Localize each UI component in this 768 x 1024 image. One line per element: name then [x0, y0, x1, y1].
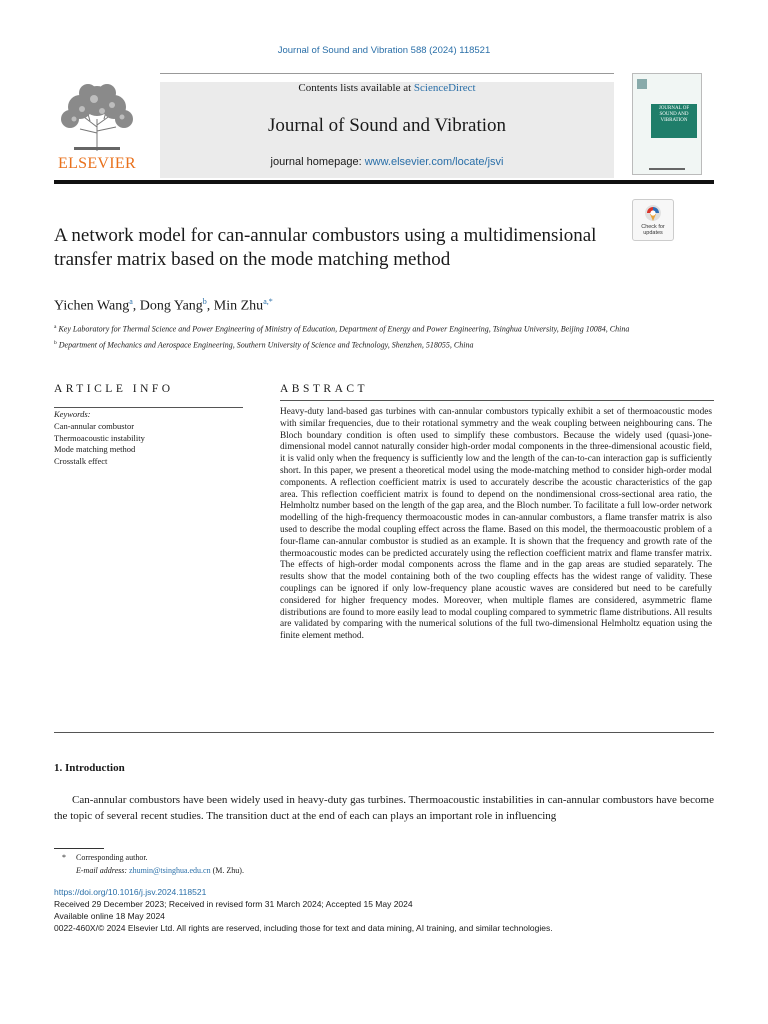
author-name[interactable]: Yichen Wang: [54, 298, 130, 314]
email-suffix: (M. Zhu).: [210, 865, 244, 875]
elsevier-wordmark: ELSEVIER: [58, 155, 136, 172]
keywords-label: Keywords:: [54, 409, 91, 419]
abstract-bottom-rule: [54, 732, 714, 733]
affiliation-text: Department of Mechanics and Aerospace Engineering, Southern University of Science and Technology, Shenzhen, 518055, China: [58, 340, 474, 350]
article-info-rule: [54, 407, 243, 408]
introduction-heading: 1. Introduction: [54, 762, 125, 774]
journal-homepage-link[interactable]: www.elsevier.com/locate/jsvi: [364, 156, 504, 168]
contents-prefix: Contents lists available at: [298, 82, 414, 94]
author-affiliation-mark[interactable]: a: [129, 297, 133, 306]
corresponding-author-text: Corresponding author.: [76, 853, 148, 862]
journal-citation-link[interactable]: Journal of Sound and Vibration 588 (2024) 118521: [277, 45, 491, 56]
homepage-prefix: journal homepage:: [270, 156, 365, 168]
footnote: [62, 852, 244, 877]
affiliations: [54, 321, 634, 352]
abstract-rule: [280, 400, 714, 401]
header-thick-rule: [54, 180, 714, 184]
keyword-item: Thermoacoustic instability: [54, 432, 145, 443]
footnote-rule: [54, 848, 104, 849]
abstract-text: Heavy-duty land-based gas turbines with can-annular combustors typically exhibit a set of thermoacoustic modes with similar frequencies, due to their rotational symmetry and the weak coupling between neighbouring cans. The Bloch boundary condition is often used to simplify these combustors. Because the widely used (quasi-)one-dimensional model cannot naturally consider high-order modal components in the three-dimensional acoustic field, it is valid only when the frequency is sufficiently low and the length of the can-to-can interaction gap is sufficiently short. In this paper, we present a theoretical model using the mode-matching method to consider high-order modal components. A reflection coefficient matrix is used to accurately describe the acoustic characteristics of the gap area. This reflection coefficient matrix is found to depend on the nondimensional cross-sectional area ratio, the Helmholtz number based on the length of the gap area, and the Bloch number. To facilitate a full low-order network modelling of the high-frequency thermoacoustic modes in can-annular combustors, a flame transfer matrix is also used to describe the modal coupling effect across the flame. Based on this model, the thermoacoustic problem of a four-flame can-annular combustor is studied as an example. It is shown that the frequency and growth rate of the thermoacoustic modes can be predicted accurately using the reflection coefficient matrix and flame transfer matrix. The effects of high-order modal components across the flame and in the gap areas are studied separately. The results show that the model containing both of the two coupling effects has the widest range of validity. These couplings can be ignored if only low-frequency plane acoustic waves are considered but need to be carefully considered for higher frequency modes. Moreover, when multiple flames are considered, asymmetric flame distributions are found to more easily lead to modal coupling compared to symmetric flame distributions. All results are validated by comparing with the numerical solutions of the full two-dimensional Helmholtz equation using the finite element method.: [280, 407, 712, 642]
publication-info: [54, 886, 553, 934]
contents-line: [160, 82, 614, 94]
check-for-updates-button[interactable]: [632, 199, 674, 241]
cover-publisher-logo: [637, 79, 647, 89]
received-dates: Received 29 December 2023; Received in revised form 31 March 2024; Accepted 15 May 2024: [54, 899, 413, 909]
affiliation-mark: b: [54, 339, 57, 346]
homepage-line: [160, 156, 614, 168]
affiliation-b: [54, 337, 634, 352]
journal-title: Journal of Sound and Vibration: [267, 115, 507, 136]
check-updates-label: Check for updates: [641, 224, 665, 236]
author-affiliation-mark[interactable]: b: [202, 297, 207, 306]
keyword-item: Crosstalk effect: [54, 456, 108, 467]
author-affiliation-mark[interactable]: a,*: [263, 297, 273, 306]
header-top-rule: [160, 73, 614, 74]
introduction-paragraph: Can-annular combustors have been widely used in heavy-duty gas turbines. Thermoacoustic instabilities in can-annular combustors have become the topic of several recent studies. The transition duct at the end of each can plays an important role in influencing: [54, 794, 714, 822]
author-list: [54, 297, 614, 315]
keyword-item: Mode matching method: [54, 444, 136, 455]
cover-footer-bar: [649, 168, 685, 170]
copyright-notice: 0022-460X/© 2024 Elsevier Ltd. All rights are reserved, including those for text and data mining, AI training, and similar technologies.: [54, 923, 553, 933]
article-info-heading: ARTICLE INFO: [54, 383, 174, 395]
email-link[interactable]: zhumin@tsinghua.edu.cn: [129, 865, 211, 875]
affiliation-a: [54, 321, 634, 336]
keyword-item: Can-annular combustor: [54, 420, 135, 431]
check-updates-icon: [644, 204, 662, 224]
author-name[interactable]: Dong Yang: [139, 298, 203, 314]
email-line: [62, 865, 244, 878]
sciencedirect-link[interactable]: ScienceDirect: [413, 82, 476, 94]
footnote-star: *: [62, 853, 66, 862]
keywords-block: [54, 409, 243, 468]
author-name[interactable]: Min Zhu: [213, 298, 264, 314]
author-separator: ,: [206, 298, 214, 314]
email-label: E-mail address:: [76, 865, 128, 875]
affiliation-text: Key Laboratory for Thermal Science and Power Engineering of Ministry of Education, Department of Energy and Power Engineering, Tsinghua University, Beijing 10084, China: [58, 324, 630, 334]
article-title: A network model for can-annular combustors using a multidimensional transfer matrix based on the mode matching method: [54, 225, 597, 270]
doi-link[interactable]: https://doi.org/10.1016/j.jsv.2024.118521: [54, 887, 207, 897]
abstract-heading: ABSTRACT: [280, 383, 369, 395]
corresponding-author-note: [62, 852, 244, 865]
author-separator: ,: [132, 298, 140, 314]
affiliation-mark: a: [54, 324, 57, 330]
journal-cover-thumbnail[interactable]: [632, 73, 702, 175]
cover-title-text: JOURNAL OF SOUND AND VIBRATION: [658, 106, 690, 123]
available-online: Available online 18 May 2024: [54, 911, 165, 921]
